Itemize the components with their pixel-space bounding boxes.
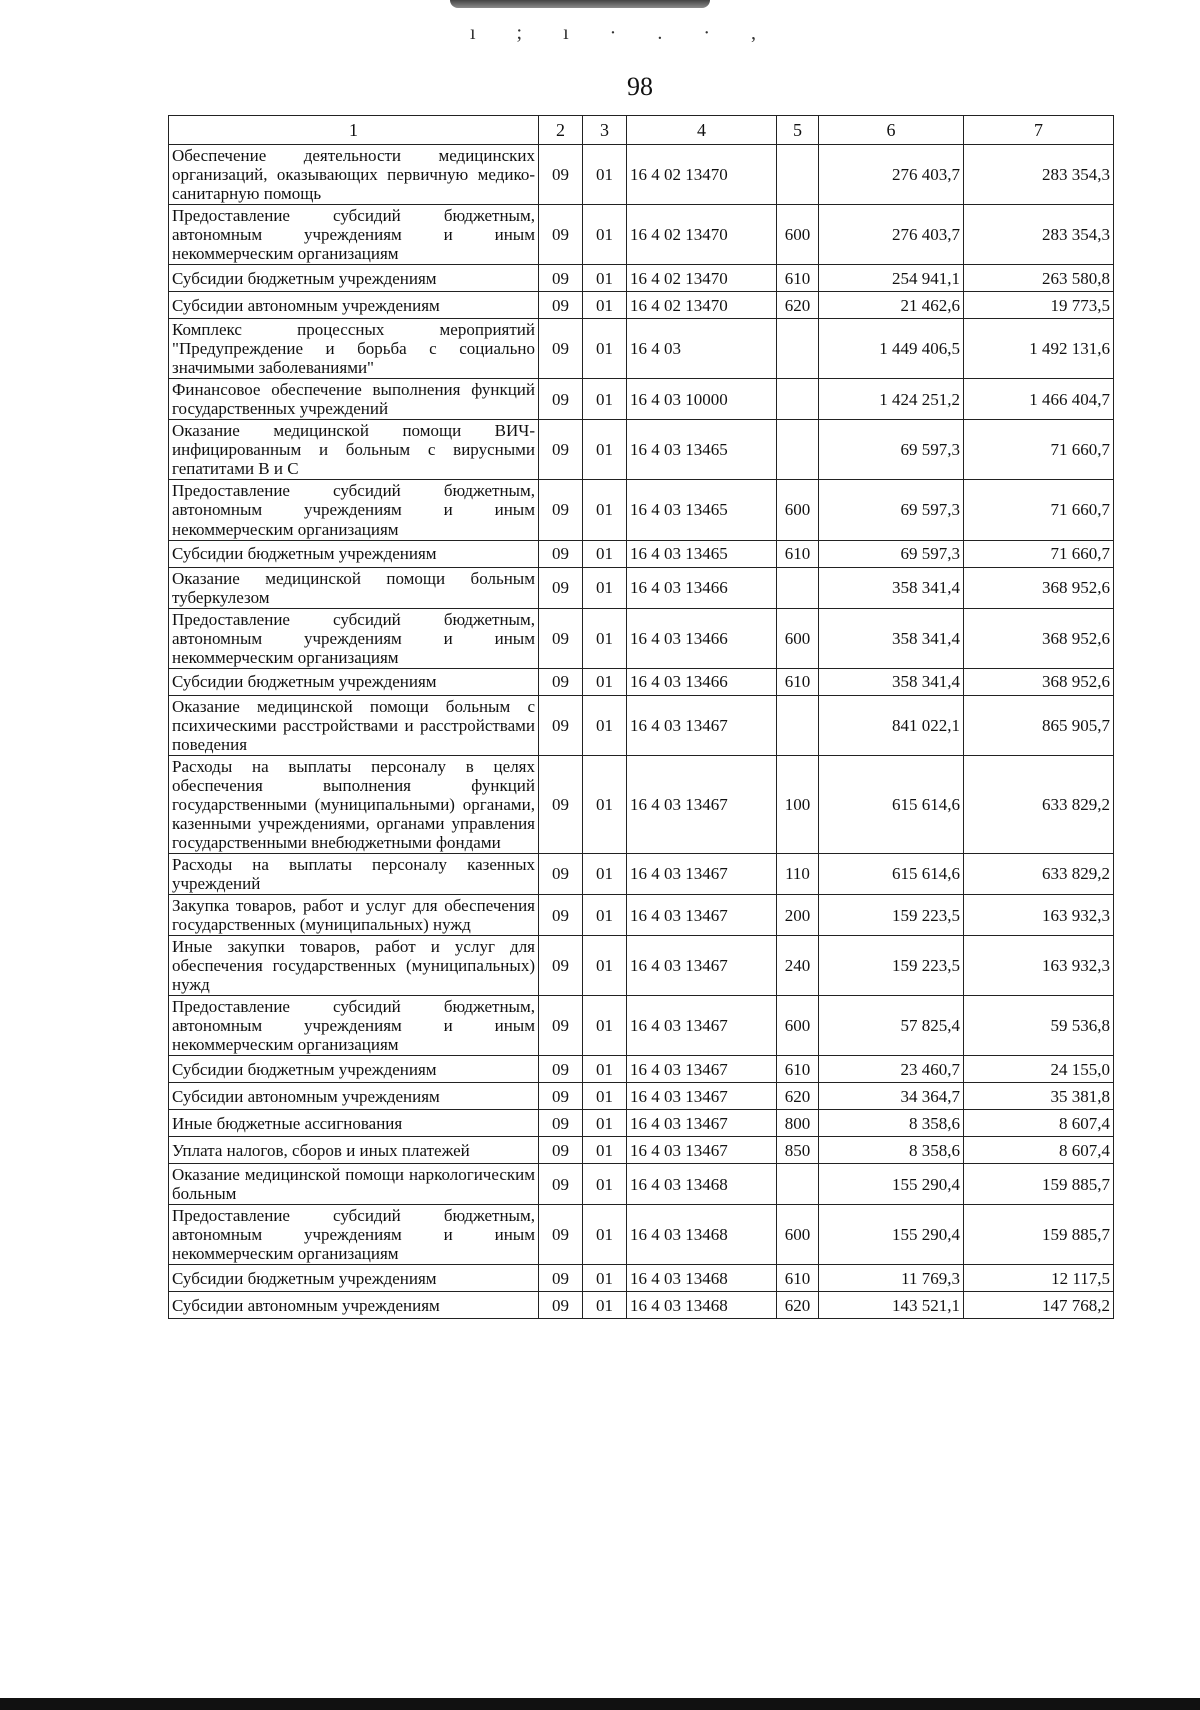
section-cell: 09 xyxy=(539,1137,583,1164)
table-row xyxy=(169,755,1114,853)
table-row xyxy=(169,145,1114,205)
amount-year2-cell: 71 660,7 xyxy=(964,480,1114,540)
amount-year1-cell: 11 769,3 xyxy=(819,1265,964,1292)
row-name-cell: Субсидии бюджетным учреждениям xyxy=(169,1056,539,1083)
expense-type-cell: 610 xyxy=(777,1056,819,1083)
table-row xyxy=(169,205,1114,265)
row-name-cell: Субсидии бюджетным учреждениям xyxy=(169,1265,539,1292)
subsection-cell: 01 xyxy=(583,292,627,319)
target-code-cell: 16 4 03 13465 xyxy=(627,420,777,480)
amount-year1-cell: 159 223,5 xyxy=(819,936,964,996)
row-name-cell: Закупка товаров, работ и услуг для обеспечения государственных (муниципальных) нужд xyxy=(169,895,539,936)
amount-year1-cell: 69 597,3 xyxy=(819,420,964,480)
target-code-cell: 16 4 03 13465 xyxy=(627,540,777,567)
subsection-cell: 01 xyxy=(583,379,627,420)
subsection-cell: 01 xyxy=(583,145,627,205)
subsection-cell: 01 xyxy=(583,853,627,894)
expense-type-cell xyxy=(777,1164,819,1205)
subsection-cell: 01 xyxy=(583,1265,627,1292)
expense-type-cell: 600 xyxy=(777,608,819,668)
expense-type-cell: 620 xyxy=(777,292,819,319)
expense-type-cell: 850 xyxy=(777,1137,819,1164)
expense-type-cell: 610 xyxy=(777,265,819,292)
table-row xyxy=(169,936,1114,996)
target-code-cell: 16 4 03 13467 xyxy=(627,755,777,853)
budget-table xyxy=(168,115,1114,1319)
amount-year2-cell: 71 660,7 xyxy=(964,420,1114,480)
table-row xyxy=(169,379,1114,420)
row-name-cell: Субсидии автономным учреждениям xyxy=(169,1292,539,1319)
section-cell: 09 xyxy=(539,1265,583,1292)
subsection-cell: 01 xyxy=(583,895,627,936)
section-cell: 09 xyxy=(539,145,583,205)
expense-type-cell: 610 xyxy=(777,1265,819,1292)
amount-year1-cell: 69 597,3 xyxy=(819,480,964,540)
amount-year1-cell: 254 941,1 xyxy=(819,265,964,292)
subsection-cell: 01 xyxy=(583,695,627,755)
amount-year2-cell: 8 607,4 xyxy=(964,1137,1114,1164)
row-name-cell: Расходы на выплаты персоналу в целях обеспечения выполнения функций государственными (муниципальными) органами, казенными учреждениями, органами управления государственными внебюджетными фондами xyxy=(169,755,539,853)
row-name-cell: Субсидии бюджетным учреждениям xyxy=(169,668,539,695)
table-row xyxy=(169,480,1114,540)
section-cell: 09 xyxy=(539,755,583,853)
expense-type-cell xyxy=(777,145,819,205)
amount-year1-cell: 276 403,7 xyxy=(819,145,964,205)
row-name-cell: Субсидии бюджетным учреждениям xyxy=(169,265,539,292)
expense-type-cell: 800 xyxy=(777,1110,819,1137)
table-row xyxy=(169,1292,1114,1319)
column-header: 7 xyxy=(964,116,1114,145)
target-code-cell: 16 4 03 13467 xyxy=(627,996,777,1056)
expense-type-cell: 620 xyxy=(777,1083,819,1110)
table-row xyxy=(169,540,1114,567)
amount-year1-cell: 615 614,6 xyxy=(819,755,964,853)
amount-year1-cell: 21 462,6 xyxy=(819,292,964,319)
row-name-cell: Субсидии бюджетным учреждениям xyxy=(169,540,539,567)
table-row xyxy=(169,853,1114,894)
amount-year2-cell: 865 905,7 xyxy=(964,695,1114,755)
amount-year1-cell: 8 358,6 xyxy=(819,1110,964,1137)
table-row xyxy=(169,1137,1114,1164)
amount-year2-cell: 263 580,8 xyxy=(964,265,1114,292)
section-cell: 09 xyxy=(539,853,583,894)
expense-type-cell: 600 xyxy=(777,1205,819,1265)
amount-year1-cell: 143 521,1 xyxy=(819,1292,964,1319)
section-cell: 09 xyxy=(539,420,583,480)
scan-artifact-top xyxy=(450,0,710,8)
column-header: 1 xyxy=(169,116,539,145)
expense-type-cell: 610 xyxy=(777,668,819,695)
subsection-cell: 01 xyxy=(583,1205,627,1265)
amount-year1-cell: 615 614,6 xyxy=(819,853,964,894)
table-row xyxy=(169,608,1114,668)
row-name-cell: Комплекс процессных мероприятий "Предупреждение и борьба с социально значимыми заболеваниями" xyxy=(169,319,539,379)
page-number: 98 xyxy=(627,72,653,101)
target-code-cell: 16 4 03 10000 xyxy=(627,379,777,420)
row-name-cell: Иные закупки товаров, работ и услуг для обеспечения государственных (муниципальных) нужд xyxy=(169,936,539,996)
amount-year2-cell: 71 660,7 xyxy=(964,540,1114,567)
target-code-cell: 16 4 02 13470 xyxy=(627,205,777,265)
subsection-cell: 01 xyxy=(583,668,627,695)
amount-year1-cell: 358 341,4 xyxy=(819,567,964,608)
section-cell: 09 xyxy=(539,292,583,319)
amount-year2-cell: 368 952,6 xyxy=(964,668,1114,695)
row-name-cell: Предоставление субсидий бюджетным, автономным учреждениям и иным некоммерческим организациям xyxy=(169,608,539,668)
section-cell: 09 xyxy=(539,936,583,996)
expense-type-cell: 240 xyxy=(777,936,819,996)
row-name-cell: Предоставление субсидий бюджетным, автономным учреждениям и иным некоммерческим организациям xyxy=(169,480,539,540)
target-code-cell: 16 4 03 13467 xyxy=(627,695,777,755)
target-code-cell: 16 4 03 13467 xyxy=(627,1056,777,1083)
expense-type-cell: 610 xyxy=(777,540,819,567)
section-cell: 09 xyxy=(539,265,583,292)
target-code-cell: 16 4 03 13468 xyxy=(627,1164,777,1205)
table-header-row xyxy=(169,116,1114,145)
table-row xyxy=(169,1083,1114,1110)
row-name-cell: Оказание медицинской помощи наркологическим больным xyxy=(169,1164,539,1205)
section-cell: 09 xyxy=(539,608,583,668)
expense-type-cell: 200 xyxy=(777,895,819,936)
subsection-cell: 01 xyxy=(583,1056,627,1083)
row-name-cell: Расходы на выплаты персоналу казенных учреждений xyxy=(169,853,539,894)
amount-year2-cell: 163 932,3 xyxy=(964,895,1114,936)
column-header: 3 xyxy=(583,116,627,145)
amount-year1-cell: 69 597,3 xyxy=(819,540,964,567)
amount-year2-cell: 633 829,2 xyxy=(964,853,1114,894)
row-name-cell: Оказание медицинской помощи больным туберкулезом xyxy=(169,567,539,608)
table-row xyxy=(169,668,1114,695)
amount-year2-cell: 283 354,3 xyxy=(964,205,1114,265)
target-code-cell: 16 4 03 13467 xyxy=(627,1110,777,1137)
column-header: 5 xyxy=(777,116,819,145)
table-row xyxy=(169,265,1114,292)
amount-year2-cell: 24 155,0 xyxy=(964,1056,1114,1083)
section-cell: 09 xyxy=(539,480,583,540)
target-code-cell: 16 4 02 13470 xyxy=(627,145,777,205)
expense-type-cell: 600 xyxy=(777,480,819,540)
amount-year2-cell: 147 768,2 xyxy=(964,1292,1114,1319)
subsection-cell: 01 xyxy=(583,420,627,480)
subsection-cell: 01 xyxy=(583,755,627,853)
amount-year1-cell: 358 341,4 xyxy=(819,608,964,668)
amount-year2-cell: 159 885,7 xyxy=(964,1164,1114,1205)
amount-year2-cell: 368 952,6 xyxy=(964,567,1114,608)
subsection-cell: 01 xyxy=(583,1110,627,1137)
expense-type-cell: 600 xyxy=(777,205,819,265)
amount-year1-cell: 57 825,4 xyxy=(819,996,964,1056)
section-cell: 09 xyxy=(539,379,583,420)
subsection-cell: 01 xyxy=(583,608,627,668)
subsection-cell: 01 xyxy=(583,480,627,540)
target-code-cell: 16 4 03 13467 xyxy=(627,895,777,936)
target-code-cell: 16 4 03 13466 xyxy=(627,567,777,608)
expense-type-cell: 600 xyxy=(777,996,819,1056)
expense-type-cell xyxy=(777,319,819,379)
amount-year2-cell: 159 885,7 xyxy=(964,1205,1114,1265)
subsection-cell: 01 xyxy=(583,319,627,379)
row-name-cell: Предоставление субсидий бюджетным, автономным учреждениям и иным некоммерческим организациям xyxy=(169,996,539,1056)
table-row xyxy=(169,1205,1114,1265)
amount-year2-cell: 8 607,4 xyxy=(964,1110,1114,1137)
amount-year2-cell: 12 117,5 xyxy=(964,1265,1114,1292)
row-name-cell: Предоставление субсидий бюджетным, автономным учреждениям и иным некоммерческим организациям xyxy=(169,1205,539,1265)
expense-type-cell: 110 xyxy=(777,853,819,894)
row-name-cell: Уплата налогов, сборов и иных платежей xyxy=(169,1137,539,1164)
target-code-cell: 16 4 03 13468 xyxy=(627,1292,777,1319)
row-name-cell: Иные бюджетные ассигнования xyxy=(169,1110,539,1137)
target-code-cell: 16 4 02 13470 xyxy=(627,292,777,319)
subsection-cell: 01 xyxy=(583,265,627,292)
target-code-cell: 16 4 03 13468 xyxy=(627,1205,777,1265)
subsection-cell: 01 xyxy=(583,996,627,1056)
row-name-cell: Оказание медицинской помощи больным с психическими расстройствами и расстройствами поведения xyxy=(169,695,539,755)
subsection-cell: 01 xyxy=(583,1137,627,1164)
section-cell: 09 xyxy=(539,1292,583,1319)
amount-year1-cell: 34 364,7 xyxy=(819,1083,964,1110)
subsection-cell: 01 xyxy=(583,1164,627,1205)
table-row xyxy=(169,895,1114,936)
row-name-cell: Предоставление субсидий бюджетным, автономным учреждениям и иным некоммерческим организациям xyxy=(169,205,539,265)
target-code-cell: 16 4 03 xyxy=(627,319,777,379)
section-cell: 09 xyxy=(539,540,583,567)
subsection-cell: 01 xyxy=(583,936,627,996)
table-row xyxy=(169,1164,1114,1205)
target-code-cell: 16 4 03 13467 xyxy=(627,1137,777,1164)
subsection-cell: 01 xyxy=(583,540,627,567)
amount-year1-cell: 358 341,4 xyxy=(819,668,964,695)
amount-year1-cell: 155 290,4 xyxy=(819,1164,964,1205)
section-cell: 09 xyxy=(539,1205,583,1265)
expense-type-cell: 620 xyxy=(777,1292,819,1319)
amount-year2-cell: 35 381,8 xyxy=(964,1083,1114,1110)
section-cell: 09 xyxy=(539,1164,583,1205)
table-row xyxy=(169,1265,1114,1292)
amount-year1-cell: 23 460,7 xyxy=(819,1056,964,1083)
scan-artifact-bottom xyxy=(0,1698,1200,1710)
section-cell: 09 xyxy=(539,1110,583,1137)
target-code-cell: 16 4 03 13468 xyxy=(627,1265,777,1292)
subsection-cell: 01 xyxy=(583,1083,627,1110)
expense-type-cell xyxy=(777,695,819,755)
target-code-cell: 16 4 02 13470 xyxy=(627,265,777,292)
section-cell: 09 xyxy=(539,1083,583,1110)
subsection-cell: 01 xyxy=(583,567,627,608)
amount-year1-cell: 1 449 406,5 xyxy=(819,319,964,379)
column-header: 4 xyxy=(627,116,777,145)
expense-type-cell xyxy=(777,379,819,420)
amount-year2-cell: 1 492 131,6 xyxy=(964,319,1114,379)
target-code-cell: 16 4 03 13467 xyxy=(627,936,777,996)
amount-year2-cell: 59 536,8 xyxy=(964,996,1114,1056)
column-header: 2 xyxy=(539,116,583,145)
table-row xyxy=(169,567,1114,608)
row-name-cell: Оказание медицинской помощи ВИЧ-инфицированным и больным с вирусными гепатитами В и С xyxy=(169,420,539,480)
section-cell: 09 xyxy=(539,205,583,265)
amount-year2-cell: 1 466 404,7 xyxy=(964,379,1114,420)
amount-year2-cell: 368 952,6 xyxy=(964,608,1114,668)
subsection-cell: 01 xyxy=(583,1292,627,1319)
row-name-cell: Финансовое обеспечение выполнения функций государственных учреждений xyxy=(169,379,539,420)
amount-year2-cell: 163 932,3 xyxy=(964,936,1114,996)
budget-table-container xyxy=(168,115,1114,1319)
row-name-cell: Обеспечение деятельности медицинских организаций, оказывающих первичную медико-санитарную помощь xyxy=(169,145,539,205)
amount-year1-cell: 1 424 251,2 xyxy=(819,379,964,420)
amount-year1-cell: 159 223,5 xyxy=(819,895,964,936)
expense-type-cell xyxy=(777,420,819,480)
section-cell: 09 xyxy=(539,1056,583,1083)
expense-type-cell: 100 xyxy=(777,755,819,853)
row-name-cell: Субсидии автономным учреждениям xyxy=(169,292,539,319)
section-cell: 09 xyxy=(539,895,583,936)
amount-year2-cell: 19 773,5 xyxy=(964,292,1114,319)
amount-year1-cell: 155 290,4 xyxy=(819,1205,964,1265)
target-code-cell: 16 4 03 13466 xyxy=(627,668,777,695)
section-cell: 09 xyxy=(539,319,583,379)
expense-type-cell xyxy=(777,567,819,608)
subsection-cell: 01 xyxy=(583,205,627,265)
target-code-cell: 16 4 03 13467 xyxy=(627,853,777,894)
table-row xyxy=(169,420,1114,480)
table-row xyxy=(169,996,1114,1056)
target-code-cell: 16 4 03 13467 xyxy=(627,1083,777,1110)
amount-year1-cell: 8 358,6 xyxy=(819,1137,964,1164)
scan-artifact-marks: ı ; ı · . · , xyxy=(470,22,774,44)
table-row xyxy=(169,1056,1114,1083)
table-row xyxy=(169,292,1114,319)
table-row xyxy=(169,695,1114,755)
amount-year2-cell: 633 829,2 xyxy=(964,755,1114,853)
target-code-cell: 16 4 03 13465 xyxy=(627,480,777,540)
amount-year1-cell: 276 403,7 xyxy=(819,205,964,265)
section-cell: 09 xyxy=(539,668,583,695)
target-code-cell: 16 4 03 13466 xyxy=(627,608,777,668)
table-body xyxy=(169,145,1114,1319)
row-name-cell: Субсидии автономным учреждениям xyxy=(169,1083,539,1110)
table-row xyxy=(169,1110,1114,1137)
section-cell: 09 xyxy=(539,695,583,755)
amount-year1-cell: 841 022,1 xyxy=(819,695,964,755)
table-row xyxy=(169,319,1114,379)
amount-year2-cell: 283 354,3 xyxy=(964,145,1114,205)
section-cell: 09 xyxy=(539,996,583,1056)
column-header: 6 xyxy=(819,116,964,145)
section-cell: 09 xyxy=(539,567,583,608)
